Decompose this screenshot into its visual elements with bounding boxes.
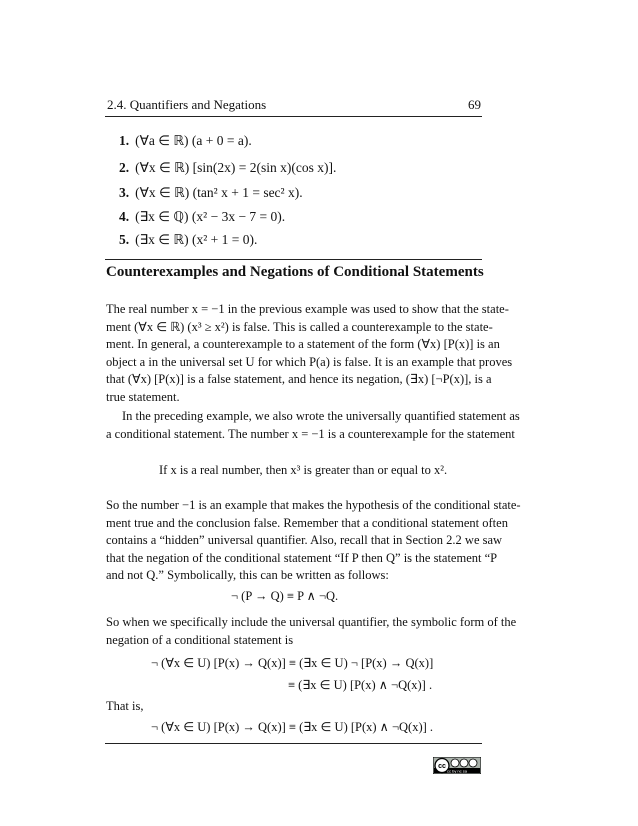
example-item <box>119 209 285 225</box>
paragraph-conditional <box>106 408 520 443</box>
creative-commons-badge-icon <box>433 757 481 774</box>
section-rule <box>105 259 482 260</box>
section-heading: Counterexamples and Negations of Conditional Statements <box>106 264 484 280</box>
text-line: and not Q.” Symbolically, this can be written as follows: <box>106 568 389 583</box>
header-rule <box>105 116 482 117</box>
equation-quantified-line1: ¬ (∀x ∈ U) [P(x) → Q(x)] ≡ (∃x ∈ U) ¬ [P(x) → Q(x)] <box>151 656 434 670</box>
example-number: 4. <box>119 209 130 224</box>
footer-rule <box>105 743 482 744</box>
example-number: 2. <box>119 160 130 175</box>
svg-text:cc: cc <box>438 763 446 770</box>
example-number: 5. <box>119 232 130 247</box>
page-number: 69 <box>468 97 481 112</box>
text-line: In the preceding example, we also wrote the universally quantified statement as <box>122 409 520 423</box>
text-line: ment (∀x ∈ ℝ) (x³ ≥ x²) is false. This is called a counterexample to the state- <box>106 319 493 334</box>
text-line: ment true and the conclusion false. Remember that a conditional statement often <box>106 515 508 530</box>
example-text: (∃x ∈ ℚ) (x² − 3x − 7 = 0). <box>135 209 286 224</box>
example-item <box>119 133 252 149</box>
example-item <box>119 232 257 248</box>
text-line: that the negation of the conditional statement “If P then Q” is the statement “P <box>106 550 498 565</box>
example-item <box>119 185 303 201</box>
example-text: (∃x ∈ ℝ) (x² + 1 = 0). <box>135 232 258 247</box>
example-number: 3. <box>119 185 130 200</box>
paragraph-counterexample <box>106 301 513 407</box>
text-line: The real number x = −1 in the previous example was used to show that the state- <box>106 302 509 316</box>
text-line: object a in the universal set U for which P(a) is false. It is an example that proves <box>106 354 513 369</box>
text-line: So when we specifically include the universal quantifier, the symbolic form of the <box>106 615 517 629</box>
running-header: 2.4. Quantifiers and Negations <box>107 97 267 112</box>
text-line: So the number −1 is an example that makes the hypothesis of the conditional state- <box>106 498 521 512</box>
example-number: 1. <box>119 133 130 148</box>
equation-negation-conditional: ¬ (P → Q) ≡ P ∧ ¬Q. <box>231 589 339 603</box>
text-line: contains a “hidden” universal quantifier. Also, recall that in Section 2.2 we saw <box>106 533 503 548</box>
that-is-label: That is, <box>106 699 144 713</box>
centered-statement: If x is a real number, then x³ is greater than or equal to x². <box>159 463 448 477</box>
text-line: ment. In general, a counterexample to a statement of the form (∀x) [P(x)] is an <box>106 337 500 352</box>
paragraph-negation <box>106 497 521 585</box>
paragraph-universal <box>106 614 517 649</box>
example-text: (∀x ∈ ℝ) (tan² x + 1 = sec² x). <box>135 185 303 200</box>
equation-quantified-line2: ≡ (∃x ∈ U) [P(x) ∧ ¬Q(x)] . <box>288 678 433 692</box>
text-line: that (∀x) [P(x)] is a false statement, and hence its negation, (∃x) [¬P(x)], is a <box>106 372 492 387</box>
equation-summary: ¬ (∀x ∈ U) [P(x) → Q(x)] ≡ (∃x ∈ U) [P(x) ∧ ¬Q(x)] . <box>151 720 434 734</box>
text-line: negation of a conditional statement is <box>106 632 294 647</box>
text-line: true statement. <box>106 389 180 404</box>
example-text: (∀x ∈ ℝ) [sin(2x) = 2(sin x)(cos x)]. <box>135 160 337 175</box>
example-item <box>119 160 336 176</box>
license-label: cc by nc sa <box>446 768 468 774</box>
text-line: a conditional statement. The number x = −1 is a counterexample for the statement <box>106 426 515 441</box>
example-text: (∀a ∈ ℝ) (a + 0 = a). <box>135 133 252 148</box>
